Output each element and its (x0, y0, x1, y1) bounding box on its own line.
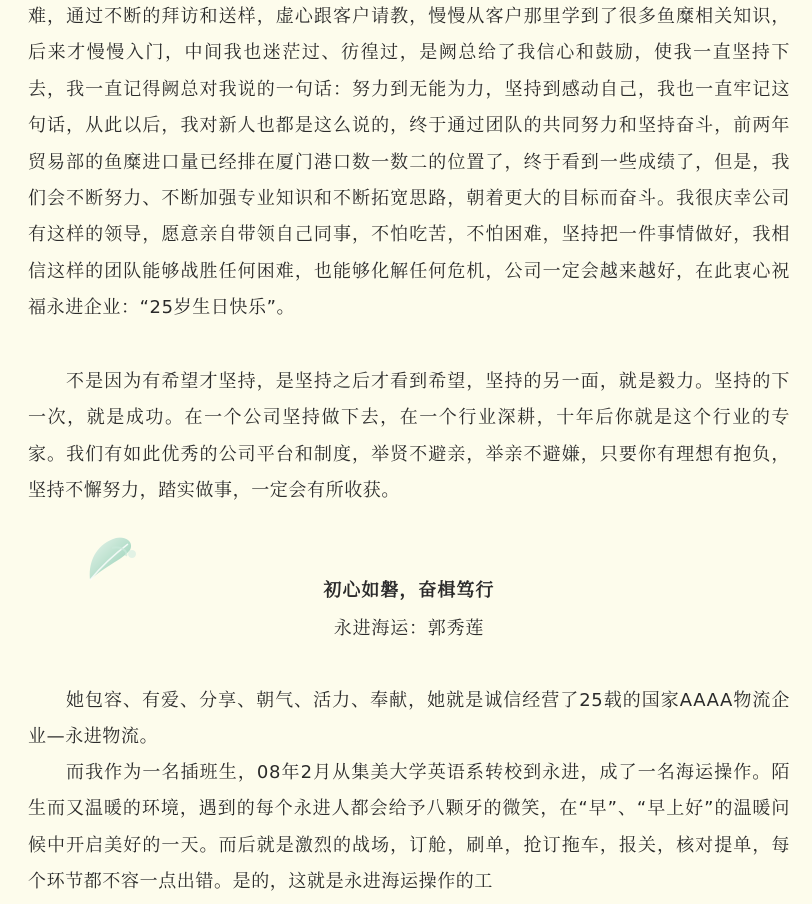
paragraph-continuation: 难，通过不断的拜访和送样，虚心跟客户请教，慢慢从客户那里学到了很多鱼糜相关知识，后来才慢慢入门，中间我也迷茫过、彷徨过，是阙总给了我信心和鼓励，使我一直坚持下去，我一直记得阙总对我说的一句话：努力到无能为力，坚持到感动自己，我也一直牢记这句话，从此以后，我对新人也都是这么说的，终于通过团队的共同努力和坚持奋斗，前两年贸易部的鱼糜进口量已经排在厦门港口数一数二的位置了，终于看到一些成绩了，但是，我们会不断努力、不断加强专业知识和不断拓宽思路，朝着更大的目标而奋斗。我很庆幸公司有这样的领导，愿意亲自带领自己同事，不怕吃苦，不怕困难，坚持把一件事情做好，我相信这样的团队能够战胜任何困难，也能够化解任何危机，公司一定会越来越好，在此衷心祝福永进企业：“25岁生日快乐”。 (28, 6, 790, 319)
paragraph-intro: 她包容、有爱、分享、朝气、活力、奉献，她就是诚信经营了25载的国家AAAA物流企业—永进物流。 (28, 690, 790, 748)
paragraph-perseverance: 不是因为有希望才坚持，是坚持之后才看到希望，坚持的另一面，就是毅力。坚持的下一次，就是成功。在一个公司坚持做下去，在一个行业深耕，十年后你就是这个行业的专家。我们有如此优秀的公司平台和制度，举贤不避亲，举亲不避嫌，只要你有理想有抱负，坚持不懈努力，踏实做事，一定会有所收获。 (28, 371, 790, 502)
section-header (28, 576, 790, 644)
section-author: 永进海运：郭秀莲 (333, 618, 485, 639)
leaf-ornament-icon (82, 528, 142, 588)
section-title: 初心如磐，奋楫笃行 (323, 580, 495, 601)
paragraph-story: 而我作为一名插班生，08年2月从集美大学英语系转校到永进，成了一名海运操作。陌生而又温暖的环境，遇到的每个永进人都会给予八颗牙的微笑，在“早”、“早上好”的温暖问候中开启美好的一天。而后就是激烈的战场，订舱，刷单，抢订拖车，报关，核对提单，每个环节都不容一点出错。是的，这就是永进海运操作的工 (28, 762, 790, 893)
